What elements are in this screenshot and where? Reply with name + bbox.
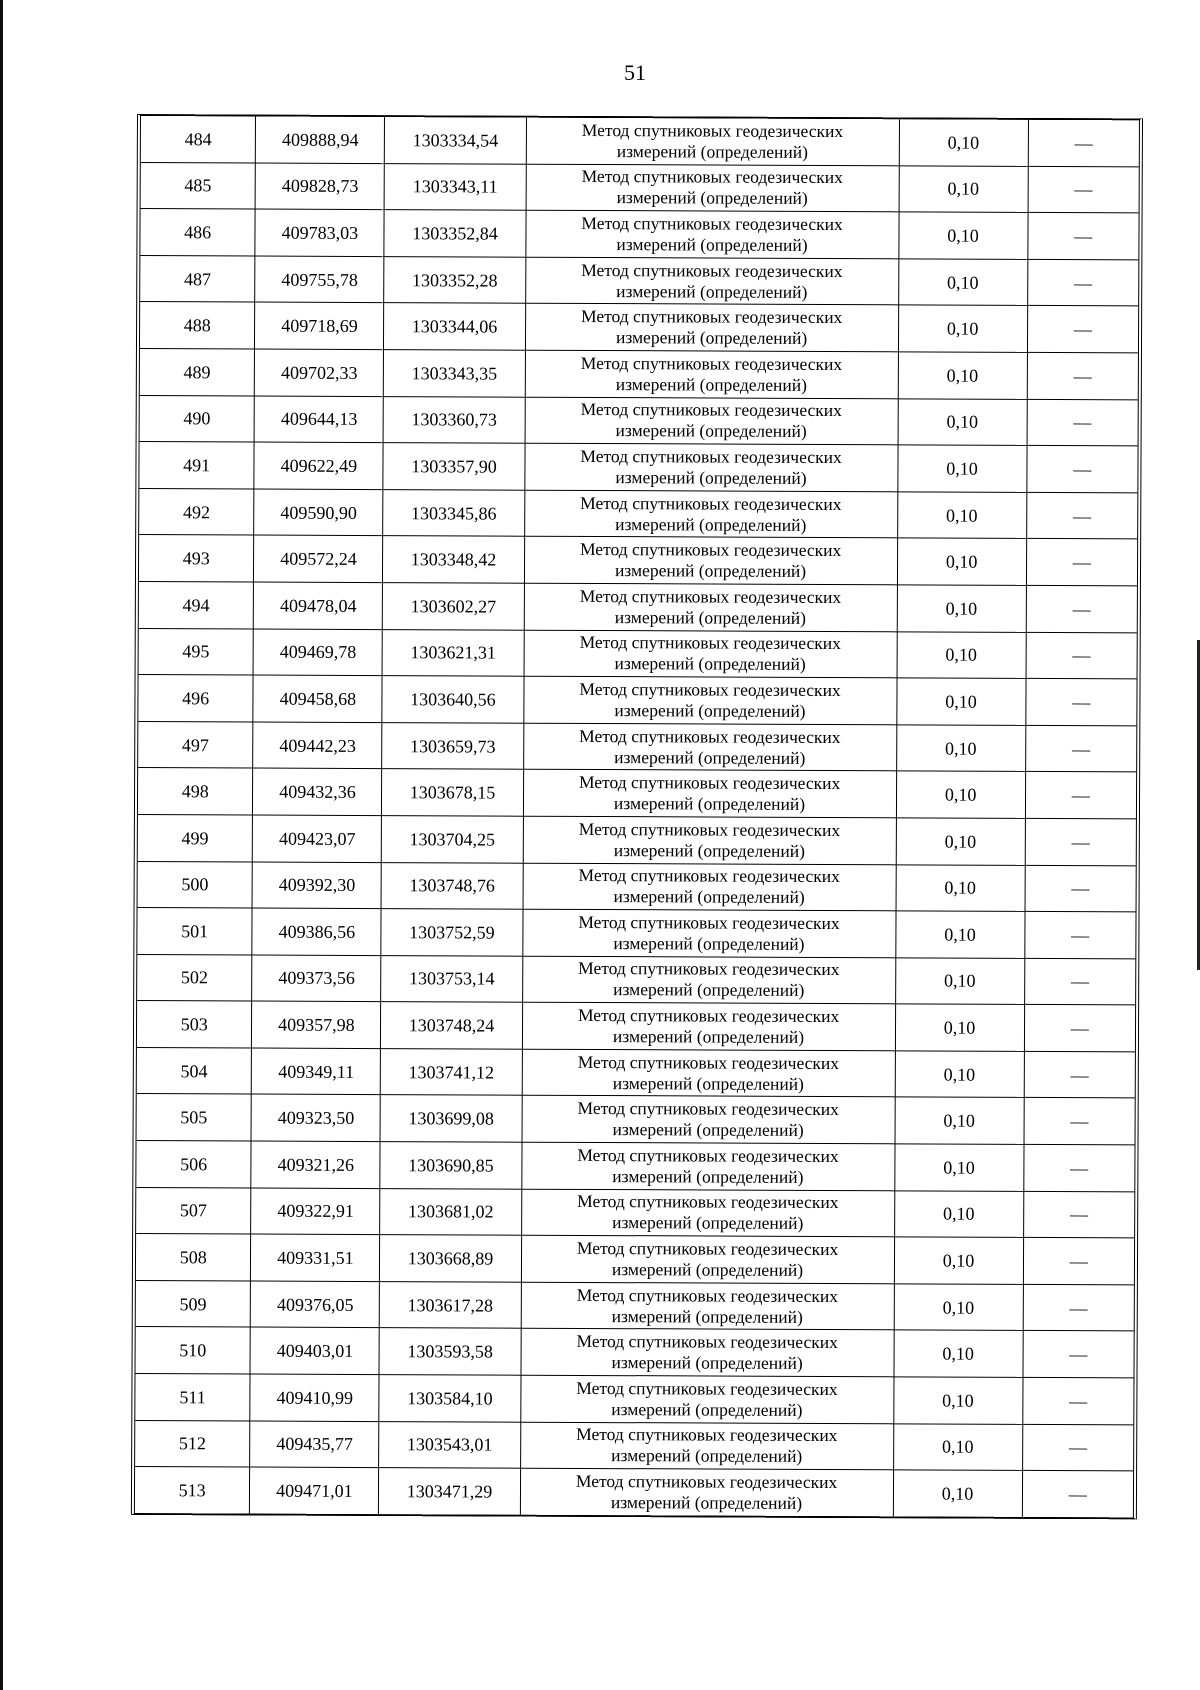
point-number-cell: 513 [135, 1467, 250, 1514]
method-line-1: Метод спутниковых геодезических [576, 1424, 838, 1446]
table-row [140, 255, 1138, 306]
note-cell: — [1022, 1424, 1133, 1471]
y-coordinate-cell: 1303748,76 [381, 862, 522, 909]
note-cell: — [1023, 1144, 1134, 1191]
method-cell [520, 1422, 893, 1470]
method-line-1: Метод спутниковых геодезических [579, 632, 841, 654]
point-number-cell: 505 [137, 1094, 252, 1141]
y-coordinate-cell: 1303344,06 [384, 303, 525, 350]
method-line-2: измерений (определений) [612, 1072, 804, 1094]
note-cell: — [1023, 1284, 1134, 1331]
note-cell: — [1028, 166, 1139, 213]
accuracy-cell: 0,10 [894, 1144, 1023, 1191]
point-number-cell: 511 [135, 1374, 250, 1421]
method-line-2: измерений (определений) [615, 327, 808, 349]
table-row [137, 1094, 1135, 1145]
method-cell [521, 1235, 894, 1283]
accuracy-cell: 0,10 [894, 1330, 1023, 1377]
x-coordinate-cell: 409435,77 [250, 1421, 379, 1468]
method-line-2: измерений (определений) [614, 560, 807, 582]
y-coordinate-cell: 1303748,24 [381, 1002, 522, 1049]
accuracy-cell: 0,10 [898, 305, 1027, 352]
accuracy-cell: 0,10 [897, 538, 1026, 585]
table-row [141, 116, 1139, 166]
y-coordinate-cell: 1303668,89 [380, 1235, 521, 1282]
y-coordinate-cell: 1303343,11 [385, 163, 526, 210]
method-line-2: измерений (определений) [615, 513, 807, 535]
note-cell: — [1027, 399, 1138, 446]
method-line-2: измерений (определений) [611, 1259, 804, 1280]
note-cell: — [1023, 1191, 1134, 1238]
y-coordinate-cell: 1303752,59 [381, 909, 522, 956]
y-coordinate-cell: 1303593,58 [379, 1328, 520, 1375]
method-line-2: измерений (определений) [613, 839, 805, 861]
table-row [137, 1001, 1135, 1052]
method-cell [521, 1189, 894, 1237]
method-cell [523, 816, 896, 864]
x-coordinate-cell: 409702,33 [255, 349, 384, 396]
accuracy-cell: 0,10 [899, 119, 1028, 166]
accuracy-cell: 0,10 [896, 771, 1025, 818]
y-coordinate-cell: 1303690,85 [380, 1142, 521, 1189]
x-coordinate-cell: 409403,01 [250, 1327, 379, 1374]
accuracy-cell: 0,10 [895, 1051, 1024, 1098]
method-cell [524, 490, 897, 538]
table-row [140, 209, 1138, 260]
table-row [140, 302, 1138, 353]
note-cell: — [1023, 1331, 1134, 1378]
method-line-1: Метод спутниковых геодезических [579, 585, 842, 607]
point-number-cell: 507 [136, 1187, 251, 1234]
point-number-cell: 492 [139, 488, 254, 535]
method-line-2: измерений (определений) [611, 1398, 803, 1420]
point-number-cell: 503 [137, 1001, 252, 1048]
point-number-cell: 494 [139, 581, 254, 628]
point-number-cell: 495 [139, 628, 254, 675]
method-line-1: Метод спутниковых геодезических [577, 1144, 839, 1166]
accuracy-cell: 0,10 [899, 165, 1028, 212]
table-row [138, 814, 1136, 865]
y-coordinate-cell: 1303345,86 [383, 489, 524, 536]
y-coordinate-cell: 1303352,28 [384, 256, 525, 303]
method-cell [525, 350, 898, 398]
accuracy-cell: 0,10 [894, 1190, 1023, 1237]
method-line-1: Метод спутниковых геодезических [580, 445, 842, 468]
method-line-2: измерений (определений) [612, 1026, 805, 1047]
method-cell [523, 676, 896, 724]
method-line-2: измерений (определений) [613, 932, 805, 954]
note-cell: — [1025, 679, 1136, 726]
table-row [135, 1467, 1133, 1517]
method-line-1: Метод спутниковых геодезических [577, 1005, 840, 1027]
table-row [140, 348, 1138, 399]
scan-left-edge [0, 0, 3, 1690]
note-cell: — [1024, 958, 1135, 1005]
method-cell [525, 210, 898, 258]
method-cell [526, 118, 899, 166]
method-cell [521, 1282, 894, 1330]
note-cell: — [1024, 911, 1135, 958]
method-cell [524, 583, 897, 631]
method-line-1: Метод спутниковых геодезических [578, 958, 840, 980]
accuracy-cell: 0,10 [894, 1237, 1023, 1284]
method-line-2: измерений (определений) [613, 793, 806, 815]
y-coordinate-cell: 1303753,14 [381, 955, 522, 1002]
note-cell: — [1025, 725, 1136, 772]
table-row [137, 908, 1135, 959]
point-number-cell: 499 [138, 814, 253, 861]
method-line-2: измерений (определений) [614, 653, 806, 675]
table-row [139, 535, 1137, 586]
note-cell: — [1026, 446, 1137, 493]
method-line-2: измерений (определений) [615, 467, 807, 488]
x-coordinate-cell: 409888,94 [256, 117, 385, 164]
method-line-2: измерений (определений) [616, 234, 808, 255]
method-line-1: Метод спутниковых геодезических [577, 1098, 839, 1120]
accuracy-cell: 0,10 [896, 725, 1025, 772]
method-line-1: Метод спутниковых геодезических [579, 725, 841, 747]
point-number-cell: 501 [137, 908, 252, 955]
method-line-1: Метод спутниковых геодезических [579, 678, 841, 700]
method-line-2: измерений (определений) [610, 1492, 803, 1513]
x-coordinate-cell: 409423,07 [253, 815, 382, 862]
method-line-1: Метод спутниковых геодезических [578, 818, 841, 840]
method-line-1: Метод спутниковых геодезических [581, 259, 843, 281]
point-number-cell: 504 [137, 1047, 252, 1094]
accuracy-cell: 0,10 [898, 352, 1027, 399]
x-coordinate-cell: 409432,36 [253, 768, 382, 815]
method-line-2: измерений (определений) [613, 886, 805, 908]
note-cell: — [1025, 818, 1136, 865]
table-body [135, 116, 1139, 1517]
y-coordinate-cell: 1303352,84 [384, 210, 525, 257]
method-cell [521, 1329, 894, 1377]
method-line-1: Метод спутниковых геодезических [576, 1284, 839, 1306]
accuracy-cell: 0,10 [893, 1377, 1022, 1424]
note-cell: — [1023, 1238, 1134, 1285]
point-number-cell: 512 [135, 1420, 250, 1467]
point-number-cell: 498 [138, 768, 253, 815]
x-coordinate-cell: 409392,30 [252, 862, 381, 909]
table-row [138, 675, 1136, 726]
method-line-2: измерений (определений) [614, 746, 806, 768]
method-line-2: измерений (определений) [616, 140, 809, 162]
point-number-cell: 484 [141, 116, 256, 163]
method-line-2: измерений (определений) [615, 373, 808, 395]
note-cell: — [1027, 213, 1138, 260]
accuracy-cell: 0,10 [897, 585, 1026, 632]
accuracy-cell: 0,10 [895, 911, 1024, 958]
point-number-cell: 491 [139, 442, 254, 489]
method-cell [525, 304, 898, 352]
table-row [136, 1280, 1134, 1331]
point-number-cell: 487 [140, 255, 255, 302]
method-line-1: Метод спутниковых геодезических [575, 1470, 838, 1493]
accuracy-cell: 0,10 [894, 1284, 1023, 1331]
table-row [137, 1047, 1135, 1098]
x-coordinate-cell: 409471,01 [250, 1467, 379, 1514]
accuracy-cell: 0,10 [895, 1004, 1024, 1051]
method-line-2: измерений (определений) [614, 606, 806, 628]
accuracy-cell: 0,10 [896, 864, 1025, 911]
note-cell: — [1022, 1471, 1133, 1518]
table-row [136, 1234, 1134, 1285]
method-cell [522, 909, 895, 957]
method-cell [525, 257, 898, 305]
table-row [135, 1374, 1133, 1425]
point-number-cell: 509 [136, 1280, 251, 1327]
method-line-2: измерений (определений) [611, 1445, 803, 1467]
accuracy-cell: 0,10 [893, 1423, 1022, 1470]
method-cell [520, 1375, 893, 1423]
x-coordinate-cell: 409622,49 [254, 442, 383, 489]
x-coordinate-cell: 409755,78 [255, 256, 384, 303]
method-line-1: Метод спутниковых геодезических [580, 492, 842, 514]
note-cell: — [1024, 1005, 1135, 1052]
method-line-1: Метод спутниковых геодезических [581, 119, 844, 141]
method-cell [520, 1468, 893, 1516]
y-coordinate-cell: 1303584,10 [379, 1375, 520, 1422]
page-number: 51 [624, 60, 646, 85]
table-row [138, 768, 1136, 819]
y-coordinate-cell: 1303602,27 [383, 583, 524, 630]
method-cell [524, 630, 897, 678]
method-line-2: измерений (определений) [615, 420, 807, 442]
method-line-1: Метод спутниковых геодезических [577, 1051, 840, 1073]
point-number-cell: 497 [138, 721, 253, 768]
method-line-2: измерений (определений) [612, 1119, 804, 1141]
note-cell: — [1028, 120, 1139, 167]
point-number-cell: 493 [139, 535, 254, 582]
x-coordinate-cell: 409376,05 [251, 1281, 380, 1328]
coordinates-table-frame [131, 114, 1143, 1519]
note-cell: — [1026, 492, 1137, 539]
method-cell [522, 956, 895, 1004]
y-coordinate-cell: 1303640,56 [382, 676, 523, 723]
table-row [136, 1141, 1134, 1192]
x-coordinate-cell: 409783,03 [255, 209, 384, 256]
point-number-cell: 500 [138, 861, 253, 908]
method-line-2: измерений (определений) [612, 1165, 804, 1187]
x-coordinate-cell: 409469,78 [253, 629, 382, 676]
note-cell: — [1025, 772, 1136, 819]
y-coordinate-cell: 1303621,31 [382, 629, 523, 676]
note-cell: — [1027, 352, 1138, 399]
method-cell [524, 537, 897, 585]
x-coordinate-cell: 409590,90 [254, 489, 383, 536]
accuracy-cell: 0,10 [898, 259, 1027, 306]
note-cell: — [1026, 539, 1137, 586]
method-cell [526, 164, 899, 212]
accuracy-cell: 0,10 [898, 398, 1027, 445]
method-line-1: Метод спутниковых геодезических [581, 212, 843, 235]
point-number-cell: 508 [136, 1234, 251, 1281]
accuracy-cell: 0,10 [895, 958, 1024, 1005]
x-coordinate-cell: 409442,23 [253, 722, 382, 769]
table-row [136, 1187, 1134, 1238]
method-cell [522, 1096, 895, 1144]
accuracy-cell: 0,10 [896, 818, 1025, 865]
coordinates-table [135, 116, 1139, 1517]
table-row [136, 1327, 1134, 1378]
x-coordinate-cell: 409357,98 [252, 1001, 381, 1048]
point-number-cell: 490 [140, 395, 255, 442]
accuracy-cell: 0,10 [897, 492, 1026, 539]
point-number-cell: 486 [140, 209, 255, 256]
accuracy-cell: 0,10 [897, 445, 1026, 492]
y-coordinate-cell: 1303741,12 [381, 1048, 522, 1095]
y-coordinate-cell: 1303678,15 [382, 769, 523, 816]
y-coordinate-cell: 1303543,01 [379, 1421, 520, 1468]
point-number-cell: 488 [140, 302, 255, 349]
x-coordinate-cell: 409718,69 [255, 302, 384, 349]
x-coordinate-cell: 409828,73 [255, 163, 384, 210]
point-number-cell: 502 [137, 954, 252, 1001]
method-line-1: Метод спутниковых геодезических [578, 911, 840, 933]
x-coordinate-cell: 409458,68 [253, 675, 382, 722]
table-row [139, 442, 1137, 493]
x-coordinate-cell: 409322,91 [251, 1188, 380, 1235]
accuracy-cell: 0,10 [898, 212, 1027, 259]
y-coordinate-cell: 1303343,35 [384, 350, 525, 397]
x-coordinate-cell: 409478,04 [254, 582, 383, 629]
table-row [138, 861, 1136, 912]
table-row [138, 721, 1136, 772]
x-coordinate-cell: 409386,56 [252, 908, 381, 955]
accuracy-cell: 0,10 [895, 1097, 1024, 1144]
method-line-2: измерений (определений) [616, 187, 808, 209]
x-coordinate-cell: 409321,26 [251, 1141, 380, 1188]
y-coordinate-cell: 1303659,73 [382, 722, 523, 769]
method-line-1: Метод спутниковых геодезических [577, 1191, 839, 1213]
method-line-1: Метод спутниковых геодезических [580, 399, 842, 421]
x-coordinate-cell: 409323,50 [251, 1094, 380, 1141]
note-cell: — [1024, 1098, 1135, 1145]
method-cell [523, 723, 896, 771]
note-cell: — [1026, 585, 1137, 632]
y-coordinate-cell: 1303699,08 [380, 1095, 521, 1142]
table-row [139, 628, 1137, 679]
method-line-1: Метод спутниковых геодезических [576, 1331, 838, 1353]
x-coordinate-cell: 409331,51 [251, 1234, 380, 1281]
method-cell [521, 1142, 894, 1190]
method-cell [522, 1049, 895, 1097]
y-coordinate-cell: 1303357,90 [383, 443, 524, 490]
note-cell: — [1027, 306, 1138, 353]
y-coordinate-cell: 1303348,42 [383, 536, 524, 583]
table-row [140, 395, 1138, 446]
y-coordinate-cell: 1303360,73 [384, 396, 525, 443]
method-line-2: измерений (определений) [612, 1212, 804, 1234]
method-line-1: Метод спутниковых геодезических [580, 306, 843, 328]
method-line-2: измерений (определений) [611, 1352, 803, 1374]
method-cell [522, 1002, 895, 1050]
method-line-1: Метод спутниковых геодезических [576, 1377, 838, 1399]
method-line-2: измерений (определений) [616, 280, 808, 302]
method-cell [523, 770, 896, 818]
y-coordinate-cell: 1303617,28 [380, 1281, 521, 1328]
table-row [141, 162, 1139, 213]
method-line-1: Метод спутниковых геодезических [578, 772, 841, 794]
note-cell: — [1024, 1051, 1135, 1098]
note-cell: — [1022, 1377, 1133, 1424]
y-coordinate-cell: 1303681,02 [380, 1188, 521, 1235]
table-row [135, 1420, 1133, 1471]
y-coordinate-cell: 1303704,25 [382, 815, 523, 862]
note-cell: — [1025, 865, 1136, 912]
accuracy-cell: 0,10 [896, 678, 1025, 725]
point-number-cell: 489 [140, 348, 255, 395]
note-cell: — [1027, 259, 1138, 306]
method-line-1: Метод спутниковых геодезических [580, 352, 843, 374]
method-line-2: измерений (определений) [614, 700, 806, 721]
table-row [139, 581, 1137, 632]
y-coordinate-cell: 1303334,54 [385, 117, 526, 164]
point-number-cell: 496 [138, 675, 253, 722]
method-cell [524, 443, 897, 491]
method-line-2: измерений (определений) [611, 1305, 803, 1327]
point-number-cell: 485 [141, 162, 256, 209]
x-coordinate-cell: 409644,13 [254, 396, 383, 443]
method-line-1: Метод спутниковых геодезических [581, 166, 843, 188]
method-line-1: Метод спутниковых геодезических [579, 539, 842, 561]
method-line-2: измерений (определений) [613, 979, 805, 1001]
x-coordinate-cell: 409410,99 [250, 1374, 379, 1421]
method-cell [523, 863, 896, 911]
x-coordinate-cell: 409349,11 [252, 1048, 381, 1095]
accuracy-cell: 0,10 [897, 631, 1026, 678]
note-cell: — [1026, 632, 1137, 679]
table-row [139, 488, 1137, 539]
table-row [137, 954, 1135, 1005]
point-number-cell: 510 [136, 1327, 251, 1374]
x-coordinate-cell: 409572,24 [254, 535, 383, 582]
method-line-1: Метод спутниковых геодезических [578, 865, 840, 887]
accuracy-cell: 0,10 [893, 1470, 1022, 1517]
method-line-1: Метод спутниковых геодезических [576, 1237, 839, 1260]
y-coordinate-cell: 1303471,29 [379, 1468, 520, 1515]
method-cell [525, 397, 898, 445]
x-coordinate-cell: 409373,56 [252, 955, 381, 1002]
point-number-cell: 506 [136, 1141, 251, 1188]
